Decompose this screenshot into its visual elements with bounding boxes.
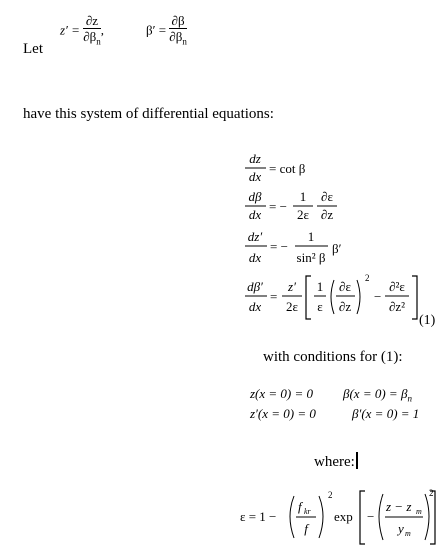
beta-prime-subscript: n	[182, 36, 187, 47]
epsilon-right-paren	[319, 496, 323, 538]
beta-prime-definition	[146, 13, 187, 50]
where-text: where:	[314, 454, 355, 470]
beta-prime-fraction	[169, 13, 187, 50]
eq2-deriv-numerator: ∂ε	[321, 189, 333, 204]
z-prime-subscript: n	[96, 36, 101, 47]
let-label: Let	[23, 41, 43, 57]
eq2-coef-numerator: 1	[299, 189, 307, 204]
condition-beta	[343, 386, 412, 404]
epsilon-square-1: 2	[328, 490, 333, 500]
eq1-rhs: = cot β	[269, 161, 306, 176]
eq2-numerator: dβ	[248, 189, 262, 204]
condition-beta-prime: β′(x = 0) = 1	[352, 406, 420, 421]
eq4-right-paren	[357, 280, 360, 314]
eq3-tail: β′	[332, 241, 342, 256]
eq4-dz2: ∂z²	[388, 299, 406, 314]
eq1-numerator: dz	[249, 151, 261, 166]
eq3-denominator: dx	[248, 250, 262, 265]
z-prime-definition	[60, 13, 104, 50]
z-prime-lhs: z′ =	[60, 22, 80, 38]
eq4-dz: ∂z	[338, 299, 352, 314]
condition-beta-subscript: n	[407, 393, 412, 404]
epsilon-inner-left-paren	[379, 494, 383, 540]
eq4-left-paren	[331, 280, 334, 314]
eq4-coef-denominator: 2ε	[286, 299, 298, 314]
where-label[interactable]	[314, 452, 358, 471]
beta-prime-denominator-text: ∂β	[169, 29, 183, 44]
eq4-equals: =	[270, 289, 278, 304]
eq3-equals-minus: = −	[270, 239, 288, 254]
eq2-deriv-denominator: ∂z	[320, 207, 334, 222]
eq1-denominator: dx	[248, 169, 262, 184]
intro-comma: ,	[100, 22, 104, 38]
eq4-numerator: dβ′	[247, 279, 263, 294]
equation-label: (1)	[419, 313, 436, 328]
z-prime-fraction	[83, 13, 101, 50]
z-prime-numerator: ∂z	[83, 13, 101, 29]
eq4-one: 1	[316, 279, 324, 294]
epsilon-inner-right-paren	[425, 494, 429, 540]
equation-system	[240, 148, 440, 358]
epsilon-right-bracket	[430, 491, 435, 544]
epsilon-exp: exp	[334, 509, 353, 524]
epsilon-minus: −	[367, 509, 375, 524]
epsilon-zm-subscript: m	[416, 507, 422, 516]
epsilon-square-2: 2	[429, 488, 434, 498]
eq4-d2e: ∂²ε	[389, 279, 405, 294]
eq2-denominator: dx	[248, 207, 262, 222]
epsilon-fkr-subscript: kr	[304, 507, 311, 516]
condition-z: z(x = 0) = 0	[250, 386, 314, 401]
eq4-minus: −	[374, 289, 382, 304]
eq4-denominator: dx	[248, 299, 262, 314]
eq2-coef-denominator: 2ε	[297, 207, 309, 222]
eq4-right-bracket	[412, 276, 417, 319]
epsilon-fkr: f	[298, 499, 302, 514]
condition-z-prime: z′(x = 0) = 0	[250, 406, 316, 421]
z-prime-denominator-text: ∂β	[83, 29, 97, 44]
beta-prime-denominator	[169, 29, 187, 50]
eq4-de: ∂ε	[339, 279, 351, 294]
eq3-numerator: dz′	[247, 229, 263, 244]
epsilon-left-paren	[290, 496, 294, 538]
epsilon-ym: y	[398, 521, 404, 536]
epsilon-definition	[238, 478, 438, 550]
epsilon-lhs: ε = 1 −	[240, 509, 277, 524]
eq3-coef-numerator: 1	[307, 229, 315, 244]
system-sentence: have this system of differential equations:	[23, 106, 274, 122]
eq4-epsilon: ε	[317, 299, 323, 314]
beta-prime-numerator: ∂β	[169, 13, 187, 29]
eq4-left-bracket	[306, 276, 311, 319]
text-cursor	[356, 452, 358, 469]
eq2-equals-minus: = −	[269, 199, 287, 214]
epsilon-z-zm: z − z	[386, 499, 412, 514]
beta-prime-lhs: β′ =	[146, 22, 167, 38]
condition-beta-text: β(x = 0) = β	[343, 386, 408, 401]
eq3-coef-denominator: sin² β	[296, 250, 326, 265]
eq4-coef-numerator: z′	[288, 279, 296, 294]
eq4-square: 2	[365, 273, 370, 283]
epsilon-f: f	[304, 521, 308, 536]
z-prime-denominator	[83, 29, 101, 50]
epsilon-ym-subscript: m	[405, 529, 411, 538]
conditions-sentence: with conditions for (1):	[263, 349, 403, 365]
epsilon-left-bracket	[360, 491, 365, 544]
